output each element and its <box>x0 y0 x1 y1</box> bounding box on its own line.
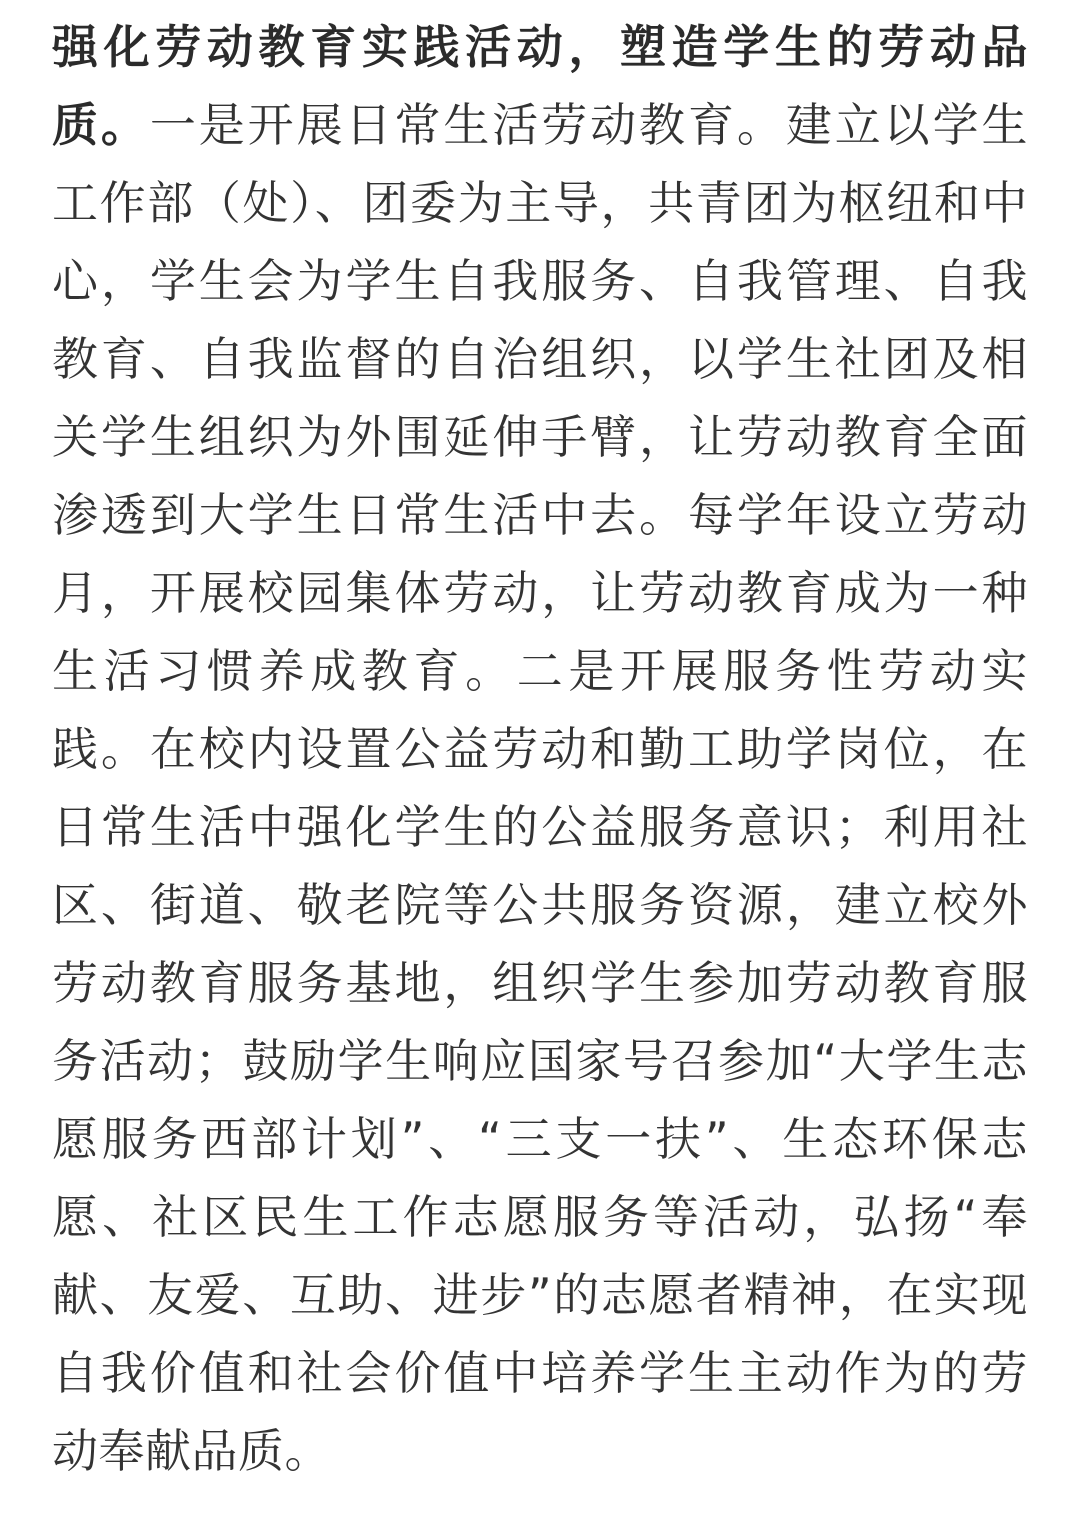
lead-sentence: 强化劳动教育实践活动，塑造学生的劳动品质。 <box>52 20 1028 152</box>
body-text: 一是开展日常生活劳动教育。建立以学生工作部（处）、团委为主导，共青团为枢纽和中心，学生会为学生自我服务、自我管理、自我教育、自我监督的自治组织，以学生社团及相关学生组织为外围延伸手臂，让劳动教育全面渗透到大学生日常生活中去。每学年设立劳动月，开展校园集体劳动，让劳动教育成为一种生活习惯养成教育。二是开展服务性劳动实践。在校内设置公益劳动和勤工助学岗位，在日常生活中强化学生的公益服务意识；利用社区、街道、敬老院等公共服务资源，建立校外劳动教育服务基地，组织学生参加劳动教育服务活动；鼓励学生响应国家号召参加“大学生志愿服务西部计划”、“三支一扶”、生态环保志愿、社区民生工作志愿服务等活动，弘扬“奉献、友爱、互助、进步”的志愿者精神，在实现自我价值和社会价值中培养学生主动作为的劳动奉献品质。 <box>52 98 1028 1478</box>
article-paragraph <box>52 8 1028 1508</box>
